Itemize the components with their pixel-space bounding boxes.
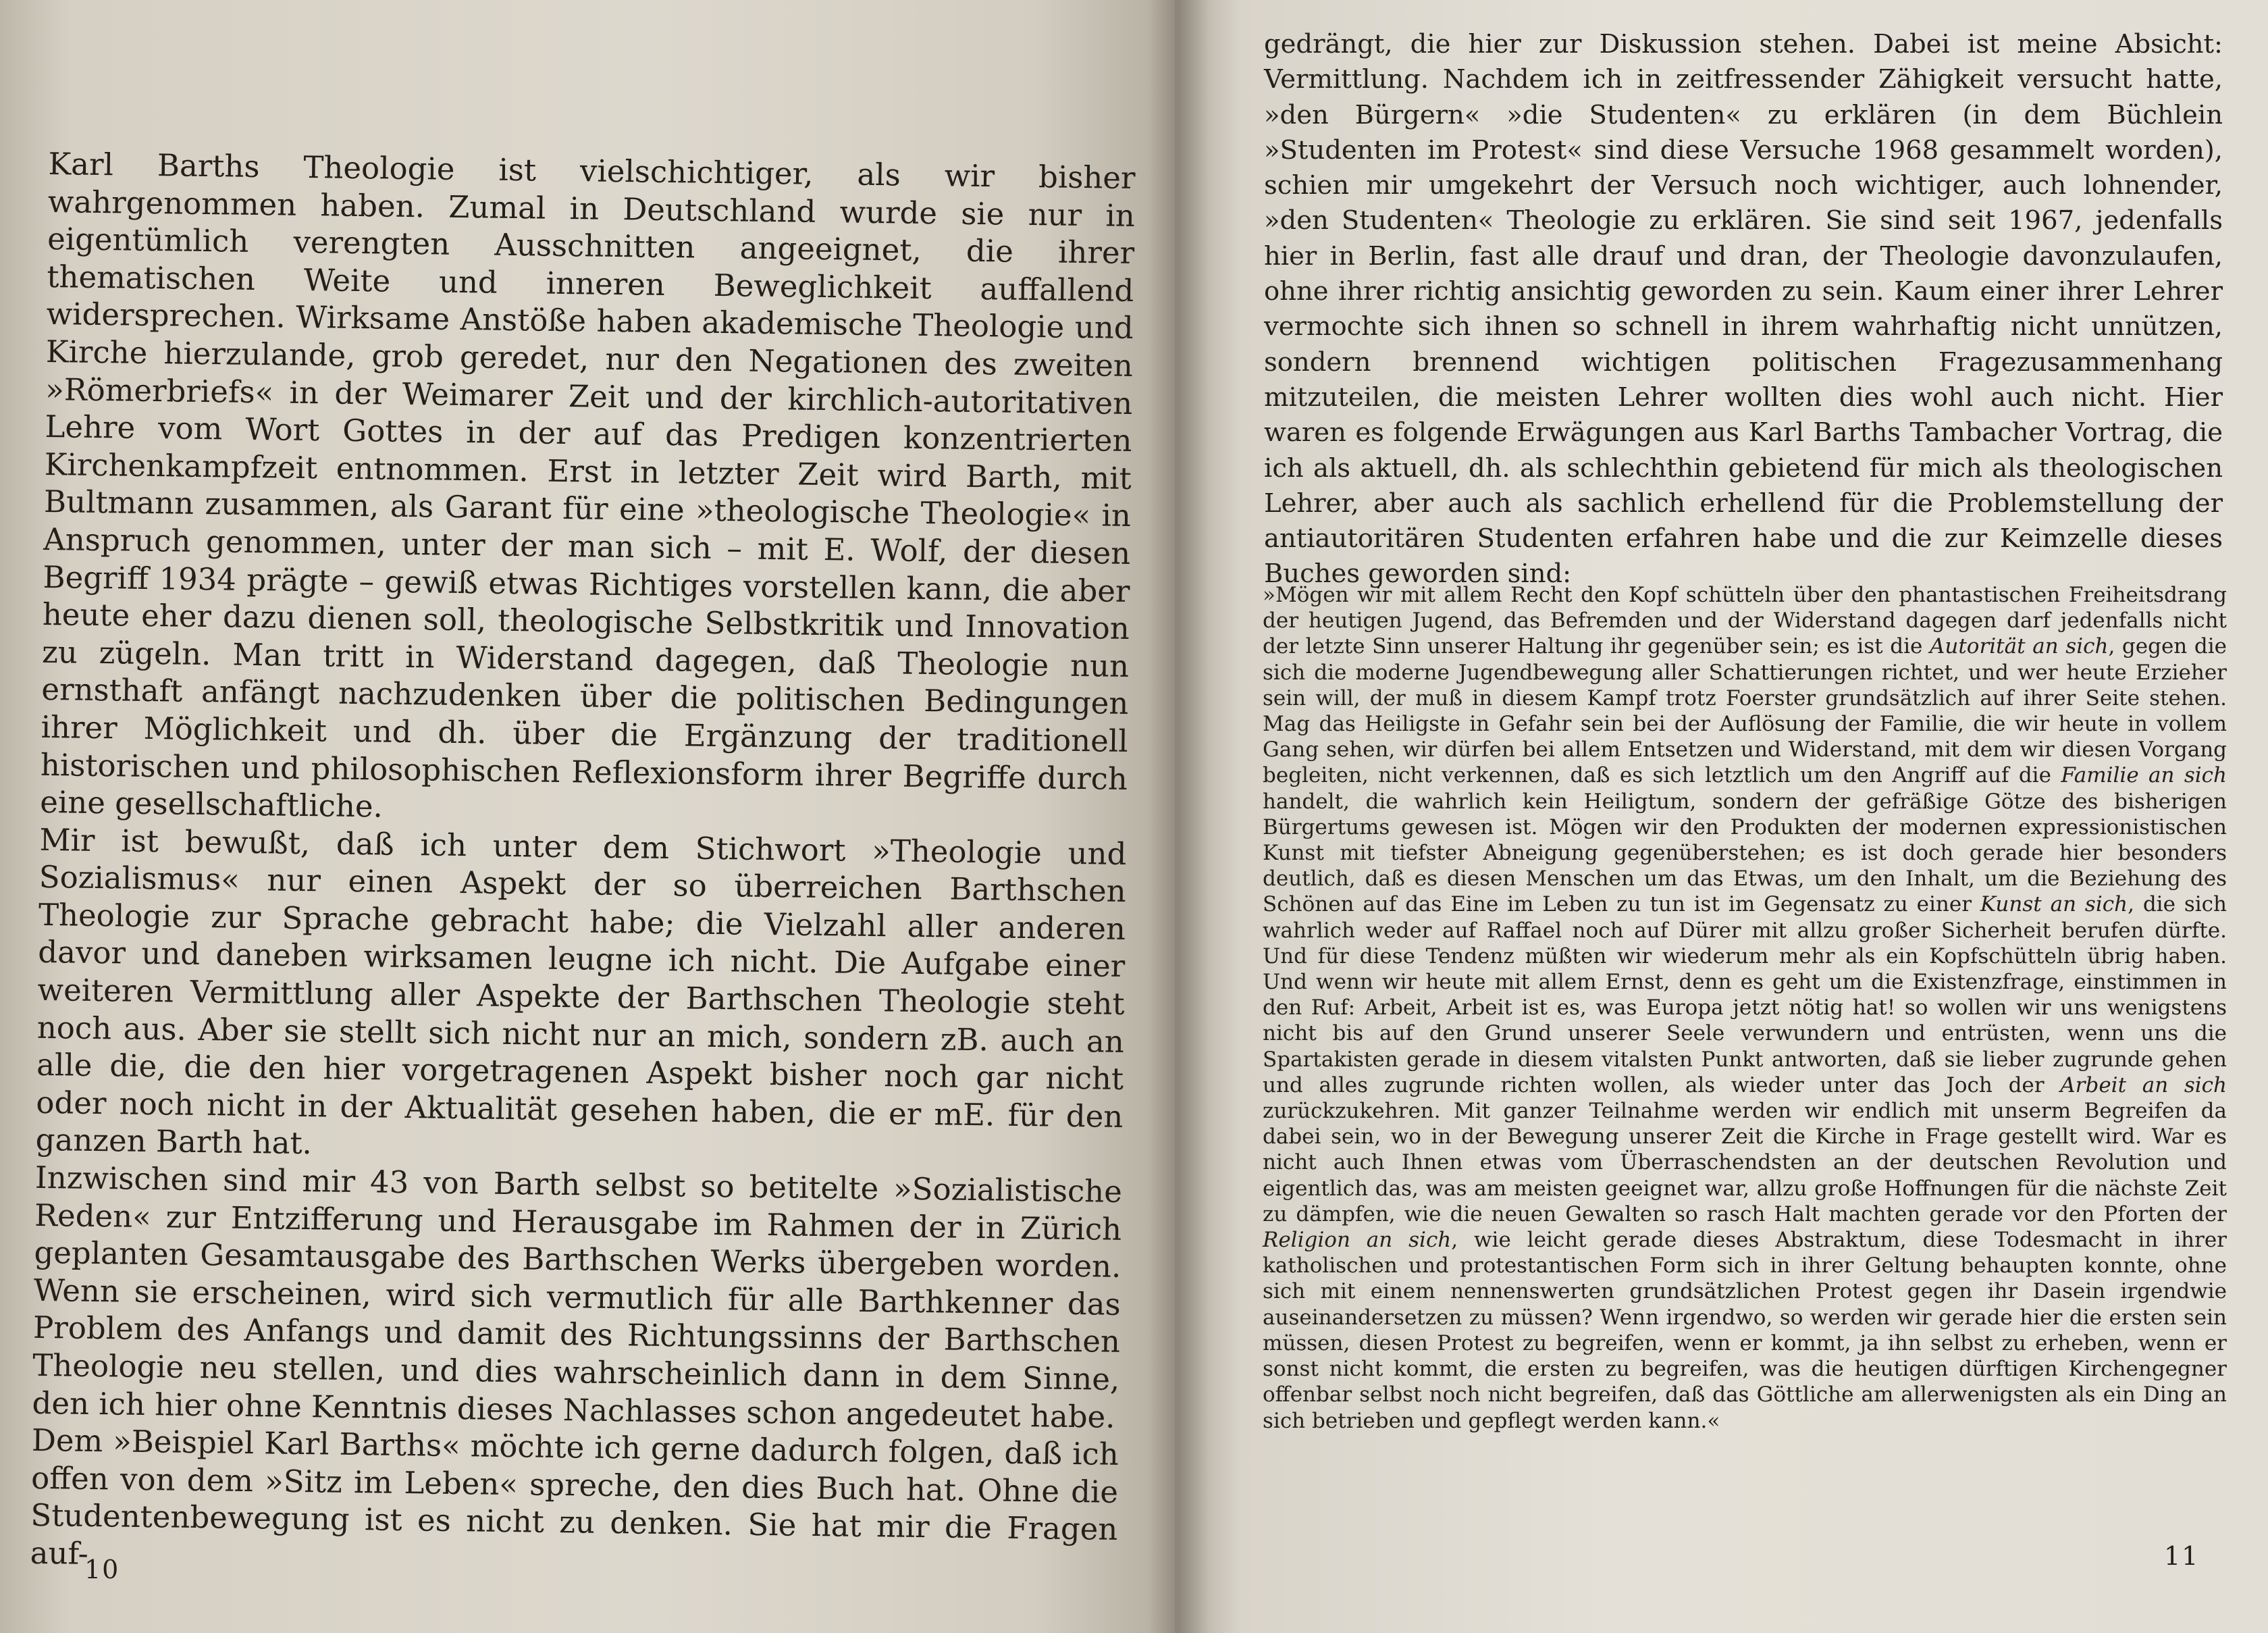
- quote-text: zurückzukehren. Mit ganzer Teilnahme werden wir endlich mit unserm Begreifen da dabei sein, wo in der Bewegung unserer Zeit die Kirche in Frage gestellt wird. War es nicht auch Ihnen etwas vom Überraschendsten an der deutschen Revolution und eigentlich das, was am meisten geeignet war, allzu große Hoffnungen für die nächste Zeit zu dämpfen, wie die neuen Gewalten so rasch Halt machten gerade vor den Pforten der: [1263, 1099, 2227, 1226]
- paragraph: Karl Barths Theologie ist vielschichtiger, als wir bisher wahrgenommen haben. Zumal in Deutschland wurde sie nur in eigentümlich verengten Ausschnitten angeeignet, die ihrer thematischen Weite und inneren Beweglichkeit auffallend widersprechen. Wirksame Anstöße haben akademische Theologie und Kirche hierzulande, grob geredet, nur den Negationen des zweiten »Römerbriefs« in der Weimarer Zeit und der kirchlich-autoritativen Lehre vom Wort Gottes in der auf das Predigen konzentrierten Kirchenkampfzeit entnommen. Erst in letzter Zeit wird Barth, mit Bultmann zusammen, als Garant für eine »theologische Theologie« in Anspruch genommen, unter der man sich – mit E. Wolf, der diesen Begriff 1934 prägte – gewiß etwas Richtiges vorstellen kann, die aber heute eher dazu dienen soll, theologische Selbstkritik und Innovation zu zügeln. Man tritt in Widerstand dagegen, daß Theologie nun ernsthaft anfängt nachzudenken über die politischen Bedingungen ihrer Möglichkeit und dh. über die Ergänzung der traditionell historischen und philosophischen Reflexionsform ihrer Begriffe durch eine gesellschaftliche.: [39, 145, 1136, 825]
- right-page-text: [1264, 27, 2223, 592]
- quote-emphasis: Autorität an sich: [1929, 634, 2109, 659]
- page-number-left: 10: [84, 1555, 120, 1584]
- quote-emphasis: Kunst an sich: [1980, 892, 2128, 917]
- quote-text: , die sich wahrlich weder auf Raffael noch auf Dürer mit allzu großer Sicherheit berufen dürfte. Und für diese Tendenz müßten wir wiederum mehr als ein Kopfschütteln übrig haben. Und wenn wir heute mit allem Ernst, denn es geht um die Existenzfrage, einstimmen in den Ruf: Arbeit, Arbeit ist es, was Europa jetzt nötig hat! so wollen wir uns wenigstens nicht bis auf den Grund unserer Seele verwundern und entrüsten, wenn uns die Spartakisten gerade in diesem vitalsten Punkt antworten, daß sie lieber zugrunde gehen und alles zugrunde richten wollen, als wieder unter das Joch der: [1263, 892, 2227, 1097]
- block-quote: [1263, 582, 2227, 1434]
- paragraph: Dem »Beispiel Karl Barths« möchte ich gerne dadurch folgen, daß ich offen von dem »Sitz im Leben« spreche, den dies Buch hat. Ohne die Studentenbewegung ist es nicht zu denken. Sie hat mir die Fragen auf-: [30, 1422, 1119, 1572]
- book-gutter-shadow: [1148, 0, 1209, 1633]
- quote-text: »Mögen wir mit allem Recht den Kopf schütteln über den phantastischen Freiheitsdrang der heutigen Jugend, das Befremden und der Widerstand dagegen darf jedenfalls nicht der letzte Sinn unserer Haltung ihr gegenüber sein; es ist die: [1263, 583, 2227, 659]
- quote-text: , wie leicht gerade dieses Abstraktum, diese Todesmacht in ihrer katholischen und protestantischen Form sich in ihrer Geltung behaupten konnte, ohne sich mit einem nennenswerten grundsätzlichen Protest gegen ihr Dasein irgendwie auseinandersetzen zu müssen? Wenn irgendwo, so werden wir gerade hier die ersten sein müssen, diesen Protest zu begreifen, wenn er kommt, ja ihn selbst zu erheben, wenn er sonst nicht kommt, die ersten zu begreifen, was die heutigen dürftigen Kirchengegner offenbar selbst noch nicht begreifen, daß das Göttliche am allerwenigsten als ein Ding an sich betrieben und gepflegt werden kann.«: [1263, 1228, 2227, 1433]
- paragraph: gedrängt, die hier zur Diskussion stehen. Dabei ist meine Absicht: Vermittlung. Nachdem ich in zeitfressender Zähigkeit versucht hatte, »den Bürgern« »die Studenten« zu erklären (in dem Büchlein »Studenten im Protest« sind diese Versuche 1968 gesammelt worden), schien mir umgekehrt der Versuch noch wichtiger, auch lohnender, »den Studenten« Theologie zu erklären. Sie sind seit 1967, jedenfalls hier in Berlin, fast alle drauf und dran, der Theologie davonzulaufen, ohne ihrer richtig ansichtig geworden zu sein. Kaum einer ihrer Lehrer vermochte sich ihnen so schnell in ihrem wahrhaftig nicht unnützen, sondern brennend wichtigen politischen Fragezusammenhang mitzuteilen, die meisten Lehrer wollten dies wohl auch nicht. Hier waren es folgende Erwägungen aus Karl Barths Tambacher Vortrag, die ich als aktuell, dh. als schlechthin gebietend für mich als theologischen Lehrer, aber auch als sachlich erhellend für die Problemstellung der antiautoritären Studenten erfahren habe und die zur Keimzelle dieses Buches geworden sind:: [1264, 29, 2223, 590]
- right-page: [1175, 0, 2268, 1633]
- quote-emphasis: Familie an sich: [2061, 763, 2227, 788]
- quote-text: , gegen die sich die moderne Jugendbewegung aller Schattierungen richtet, und wer heute Erzieher sein will, der muß in diesem Kampf trotz Foerster grundsätzlich auf ihrer Seite stehen. Mag das Heiligste in Gefahr sein bei der Auflösung der Familie, die wir heute in vollem Gang sehen, wir dürfen bei allem Entsetzen und Widerstand, mit dem wir diesen Vorgang begleiten, nicht verkennen, daß es sich letztlich um den Angriff auf die: [1263, 634, 2227, 788]
- quote-emphasis: Arbeit an sich: [2060, 1072, 2227, 1097]
- left-page-text: [30, 145, 1136, 1586]
- page-number-right: 11: [2164, 1541, 2200, 1571]
- quote-text: handelt, die wahrlich kein Heiligtum, sondern der gefräßige Götze des bisherigen Bürgertums gewesen ist. Mögen wir den Produkten der modernen expressionistischen Kunst mit tiefster Abneigung gegenüberstehen; es ist doch gerade hier besonders deutlich, daß es diesen Menschen um das Etwas, um den Inhalt, um die Beziehung des Schönen auf das Eine im Leben zu tun ist im Gegensatz zu einer: [1263, 789, 2227, 917]
- quote-emphasis: Religion an sich: [1263, 1228, 1452, 1253]
- paragraph: Mir ist bewußt, daß ich unter dem Stichwort »Theologie und Sozialismus« nur einen Aspekt der so überreichen Barthschen Theologie zur Sprache gebracht habe; die Vielzahl aller anderen davor und daneben wirksamen leugne ich nicht. Die Aufgabe einer weiteren Vermittlung aller Aspekte der Barthschen Theologie steht noch aus. Aber sie stellt sich nicht nur an mich, sondern zB. auch an alle die, die den hier vorgetragenen Aspekt bisher noch gar nicht oder noch nicht in der Aktualität gesehen haben, die er mE. für den ganzen Barth hat.: [35, 821, 1127, 1162]
- quote-paragraph: [1263, 582, 2227, 1434]
- paragraph: Inzwischen sind mir 43 von Barth selbst so betitelte »Sozialistische Reden« zur Entzifferung und Herausgabe im Rahmen der in Zürich geplanten Gesamtausgabe des Barthschen Werks übergeben worden. Wenn sie erscheinen, wird sich vermutlich für alle Barthkenner das Problem des Anfangs und damit des Richtungssinns der Barthschen Theologie neu stellen, und dies wahrscheinlich dann in dem Sinne, den ich hier ohne Kenntnis dieses Nachlasses schon angedeutet habe.: [32, 1159, 1123, 1435]
